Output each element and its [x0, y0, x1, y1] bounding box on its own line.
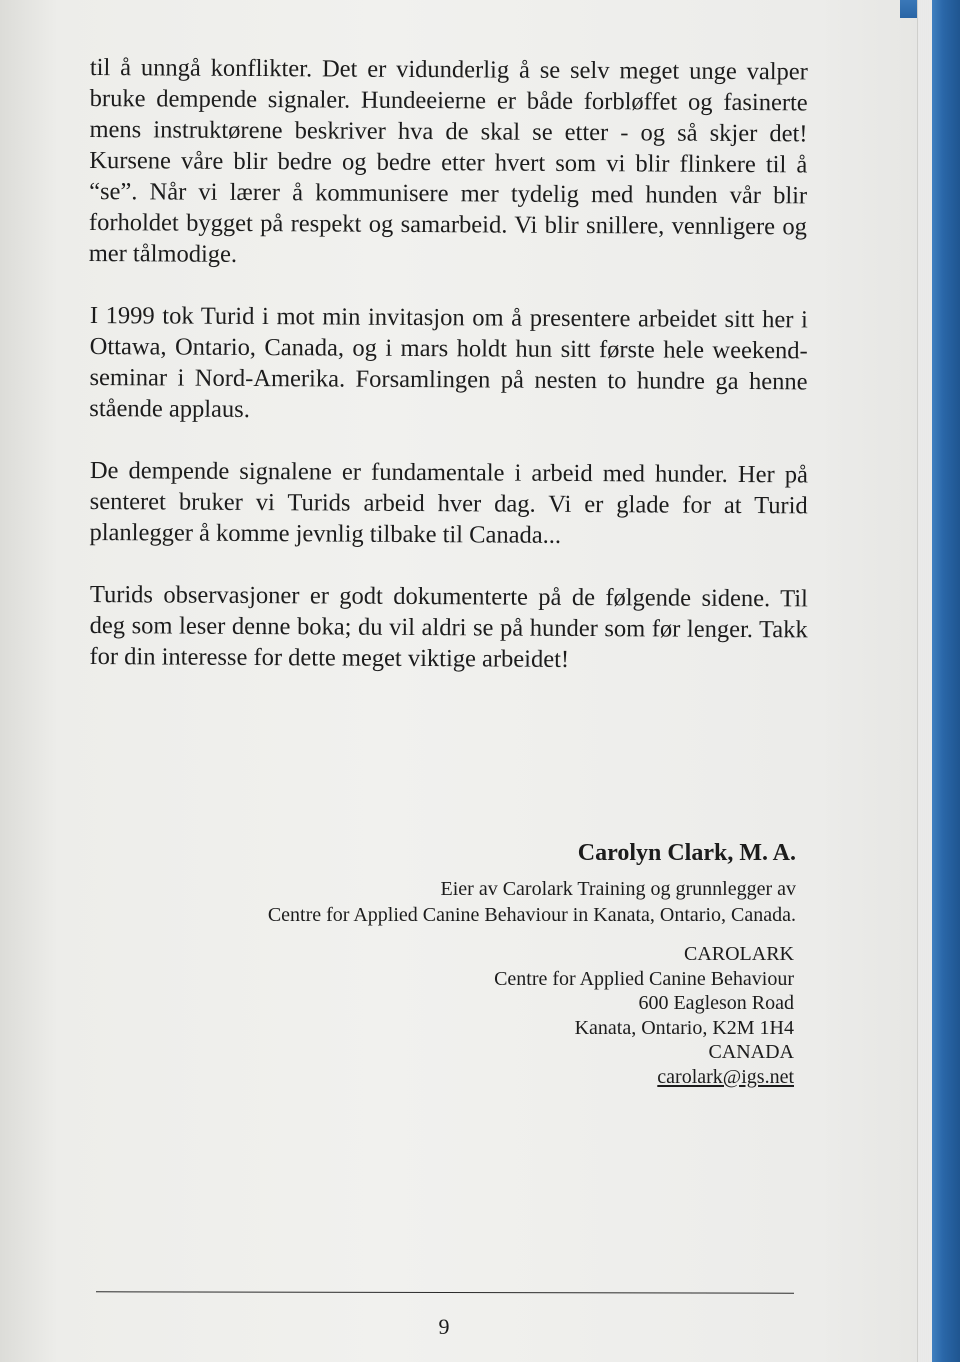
page-edges	[917, 0, 932, 1362]
footer-rule	[96, 1291, 794, 1293]
paragraph-4: Turids observasjoner er godt dokumenterte på de følgende sidene. Til deg som leser denne boka; du vil aldri se på hunder som før lenger. Takk for din interesse for dette meget viktige arbeidet!	[89, 580, 808, 673]
address-email-line	[374, 1065, 794, 1090]
paragraph-2: I 1999 tok Turid i mot min invitasjon om å presentere arbeidet sitt her i Ottawa, Ontario, Canada, og i mars holdt hun sitt første hele weekend-seminar i Nord-Amerika. Forsamlingen på nesten to hundre ga henne stående applaus.	[89, 301, 808, 423]
author-title-line-2: Centre for Applied Canine Behaviour in Kanata, Ontario, Canada.	[267, 904, 796, 926]
address-line-city: Kanata, Ontario, K2M 1H4	[574, 1016, 794, 1039]
address-line-centre: Centre for Applied Canine Behaviour	[494, 967, 794, 990]
address-block	[374, 942, 794, 1089]
author-title-line-1: Eier av Carolark Training og grunnlegger av	[440, 878, 796, 900]
page-number: 9	[438, 1314, 450, 1339]
author-name: Carolyn Clark, M. A.	[577, 840, 796, 866]
paragraph-1: til å unngå konflikter. Det er vidunderlig å se selv meget unge valper bruke dempende signaler. Hundeeierne er både forbløffet og fasinerte mens instruktørene beskriver hva de skal se etter - og så skjer det! Kursene våre blir bedre og bedre etter hvert som vi blir flinkere til å “se”. Når vi lærer å kommunisere mer tydelig med hunden vår blir forholdet bygget på respekt og samarbeid. Vi blir snillere, vennligere og mer tålmodige.	[88, 53, 808, 268]
address-line-country: CANADA	[708, 1041, 794, 1063]
address-line-company: CAROLARK	[683, 943, 794, 965]
email-link[interactable]: carolark@igs.net	[657, 1065, 794, 1088]
body-text	[90, 52, 808, 703]
book-cover-edge	[932, 0, 960, 1362]
paragraph-3: De dempende signalene er fundamentale i arbeid med hunder. Her på senteret bruker vi Turids arbeid hver dag. Vi er glade for at Turid planlegger å komme jevnlig tilbake til Canada...	[89, 456, 808, 549]
signature-block	[156, 838, 796, 928]
address-line-street: 600 Eagleson Road	[638, 992, 794, 1014]
